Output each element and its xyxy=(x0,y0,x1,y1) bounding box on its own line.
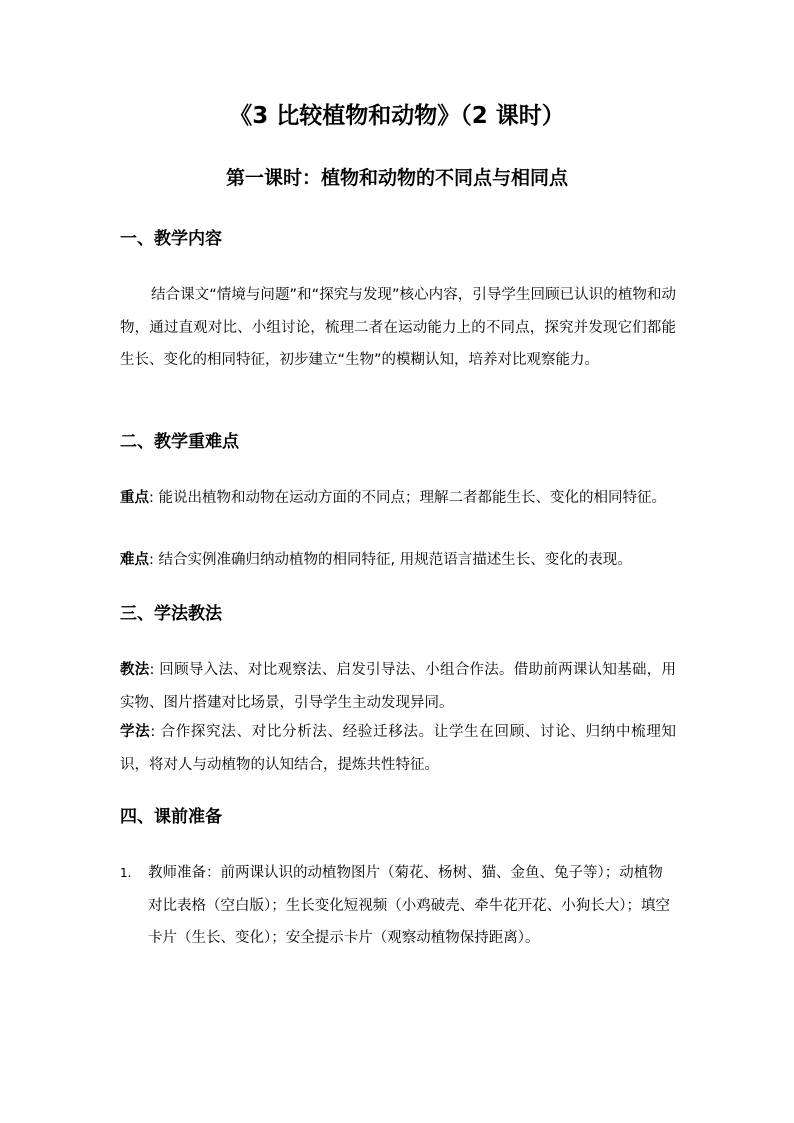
list-item xyxy=(120,857,676,955)
section-body-content: 结合课文“情境与问题”和“探究与发现”核心内容，引导学生回顾已认识的植物和动物，通过直观对比、小组讨论，梳理二者在运动能力上的不同点，探究并发现它们都能生长、变化的相同特征，初步建立“生物”的模糊认知，培养对比观察能力。 xyxy=(120,287,676,368)
learn-method-paragraph xyxy=(120,716,676,781)
section-heading-content: 一、教学内容 xyxy=(120,229,222,249)
section-heading-preparation: 四、课前准备 xyxy=(120,807,222,827)
difficulty-paragraph xyxy=(120,544,676,577)
list-item-text: 教师准备：前两课认识的动植物图片（菊花、杨树、猫、金鱼、兔子等）；动植物对比表格（空白版）；生长变化短视频（小鸡破壳、牵牛花开花、小狗长大）；填空卡片（生长、变化）；安全提示卡片（观察动植物保持距离）。 xyxy=(148,865,670,946)
lesson-subtitle: 第一课时：植物和动物的不同点与相同点 xyxy=(225,167,568,189)
teach-method-text: : 回顾导入法、对比观察法、启发引导法、小组合作法。借助前两课认知基础，用实物、图片搭建对比场景，引导学生主动发现异同。 xyxy=(120,662,676,711)
teach-method-paragraph xyxy=(120,654,676,719)
learn-method-text: : 合作探究法、对比分析法、经验迁移法。让学生在回顾、讨论、归纳中梳理知识，将对人与动植物的认知结合，提炼共性特征。 xyxy=(120,724,677,773)
document-title: 《3 比较植物和动物》（2 课时） xyxy=(229,103,565,129)
focus-text: : 能说出植物和动物在运动方面的不同点；理解二者都能生长、变化的相同特征。 xyxy=(149,490,666,506)
difficulty-label: 难点 xyxy=(120,552,149,568)
section-heading-key-points: 二、教学重难点 xyxy=(120,432,239,452)
difficulty-text: : 结合实例准确归纳动植物的相同特征, 用规范语言描述生长、变化的表现。 xyxy=(149,552,632,568)
focus-paragraph xyxy=(120,482,676,515)
section-heading-methods: 三、学法教法 xyxy=(120,604,222,624)
list-item-number: 1. xyxy=(120,866,132,880)
learn-method-label: 学法 xyxy=(120,724,151,740)
focus-label: 重点 xyxy=(120,490,149,506)
teach-method-label: 教法 xyxy=(120,662,150,678)
